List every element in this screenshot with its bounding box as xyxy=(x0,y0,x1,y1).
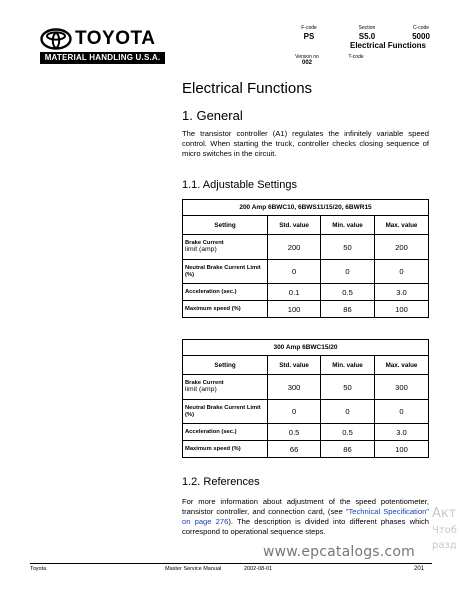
row-label: Maximum speed (%) xyxy=(183,301,268,318)
row-label: Neutral Brake Current Limit (%) xyxy=(183,400,268,424)
fcode-value: PS xyxy=(303,32,315,41)
row-label: Maximum speed (%) xyxy=(183,441,268,458)
version-value: 002 xyxy=(301,60,312,66)
column-header: Std. value xyxy=(268,356,321,375)
column-header: Setting xyxy=(183,216,268,235)
section-heading-general: 1. General xyxy=(182,108,243,123)
max-value: 200 xyxy=(375,235,429,260)
max-value: 100 xyxy=(375,441,429,458)
table-row xyxy=(183,441,429,458)
footer-brand: Toyota xyxy=(30,566,47,572)
header-section-title: Electrical Functions xyxy=(349,41,427,50)
column-header: Max. value xyxy=(375,356,429,375)
row-label: Neutral Brake Current Limit (%) xyxy=(183,260,268,284)
references-text-start: For more information about adjustment of the speed potentiometer, transistor controller, and connection card, (see xyxy=(182,497,429,516)
max-value: 3.0 xyxy=(375,424,429,441)
table-row xyxy=(183,284,429,301)
std-value: 0.5 xyxy=(268,424,321,441)
toyota-emblem-icon xyxy=(40,28,72,50)
brand-name: TOYOTA xyxy=(75,28,156,49)
column-header: Min. value xyxy=(321,216,375,235)
table-row xyxy=(183,235,429,260)
table-row xyxy=(183,260,429,284)
footer-date: 2002-08-01 xyxy=(244,566,273,572)
column-header: Std. value xyxy=(268,216,321,235)
toyota-logo xyxy=(40,28,165,64)
section-heading-references: 1.2. References xyxy=(182,476,260,488)
max-value: 100 xyxy=(375,301,429,318)
std-value: 0 xyxy=(268,400,321,424)
tcode-label: T-code xyxy=(348,54,364,60)
watermark-side-line: Акт xyxy=(432,506,457,521)
section-value: S5.0 xyxy=(358,32,376,41)
section-label: Section xyxy=(358,25,376,31)
min-value: 0.5 xyxy=(321,424,375,441)
row-label: Brake Current limit (amp) xyxy=(183,235,268,260)
version-label: Version no xyxy=(295,54,319,60)
min-value: 86 xyxy=(321,441,375,458)
min-value: 0 xyxy=(321,400,375,424)
references-text-end: ). The description is divided into different phases which correspond to operational sequence steps. xyxy=(182,517,430,536)
max-value: 300 xyxy=(375,375,429,400)
column-header: Setting xyxy=(183,356,268,375)
brand-subtitle: MATERIAL HANDLING U.S.A. xyxy=(40,52,165,64)
min-value: 50 xyxy=(321,235,375,260)
row-label: Acceleration (sec.) xyxy=(183,284,268,301)
settings-table-200amp xyxy=(182,199,429,318)
footer-page-number: 201 xyxy=(414,566,425,572)
watermark-side-line: разд xyxy=(432,540,457,551)
references-paragraph xyxy=(182,497,429,537)
std-value: 66 xyxy=(268,441,321,458)
table-title: 200 Amp 6BWC10, 6BWS11/15/20, 6BWR15 xyxy=(183,200,429,216)
settings-table-300amp xyxy=(182,339,429,458)
min-value: 50 xyxy=(321,375,375,400)
std-value: 0 xyxy=(268,260,321,284)
table-row xyxy=(183,375,429,400)
technical-specification-link[interactable]: "Technical Specification" on page 276 xyxy=(182,507,429,526)
std-value: 100 xyxy=(268,301,321,318)
min-value: 86 xyxy=(321,301,375,318)
ccode-value: 5000 xyxy=(412,32,430,41)
section-heading-adjustable-settings: 1.1. Adjustable Settings xyxy=(182,179,297,191)
page-title: Electrical Functions xyxy=(182,80,313,97)
watermark-text: www.epcatalogs.com xyxy=(263,544,415,560)
max-value: 0 xyxy=(375,400,429,424)
row-label: Brake Current limit (amp) xyxy=(183,375,268,400)
max-value: 3.0 xyxy=(375,284,429,301)
table-row xyxy=(183,301,429,318)
column-header: Min. value xyxy=(321,356,375,375)
ccode-label: C-code xyxy=(412,25,430,31)
std-value: 200 xyxy=(268,235,321,260)
column-header: Max. value xyxy=(375,216,429,235)
footer-divider xyxy=(30,563,432,564)
std-value: 300 xyxy=(268,375,321,400)
table-row xyxy=(183,400,429,424)
watermark-side-line: Чтоб xyxy=(432,525,457,536)
footer-manual: Master Service Manual xyxy=(165,566,222,572)
general-paragraph: The transistor controller (A1) regulates the infinitely variable speed control. When starting the truck, controller checks closing sequence of micro switches in the circuit. xyxy=(182,129,429,158)
fcode-label: F-code xyxy=(301,25,317,31)
max-value: 0 xyxy=(375,260,429,284)
table-row xyxy=(183,424,429,441)
min-value: 0 xyxy=(321,260,375,284)
std-value: 0.1 xyxy=(268,284,321,301)
min-value: 0.5 xyxy=(321,284,375,301)
row-label: Acceleration (sec.) xyxy=(183,424,268,441)
table-title: 300 Amp 6BWC15/20 xyxy=(183,340,429,356)
